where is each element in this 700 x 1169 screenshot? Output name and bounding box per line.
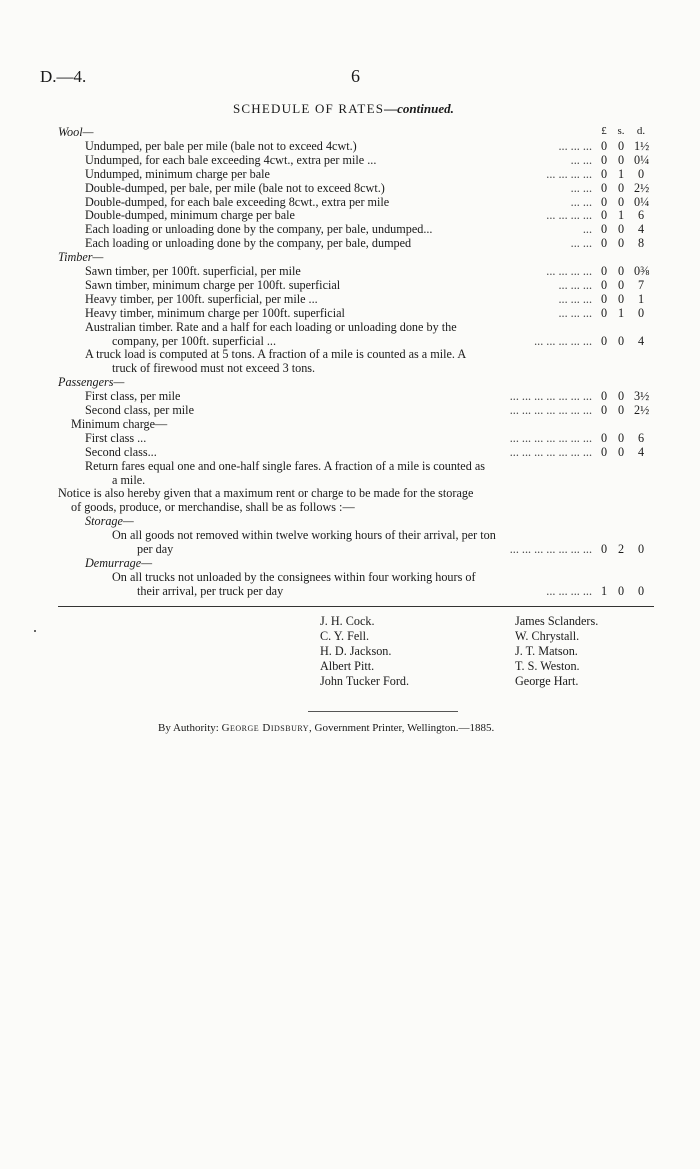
signatory: J. H. Cock. — [320, 614, 375, 628]
page-number: 6 — [351, 66, 360, 86]
table-row — [0, 361, 700, 375]
signatory: H. D. Jackson. — [320, 644, 392, 658]
leader-dots: ... ... ... ... ... ... ... — [509, 389, 592, 404]
table-row — [0, 264, 700, 278]
printer-name: George Didsbury — [221, 722, 310, 734]
pounds-value: 0 — [600, 305, 608, 320]
pounds-value: 0 — [600, 403, 608, 417]
table-row — [0, 306, 700, 320]
shillings-value: 1 — [617, 208, 625, 223]
leader-dots: ... ... — [570, 236, 592, 251]
shillings-value: 0 — [617, 403, 625, 417]
shillings-value: 0 — [617, 583, 625, 598]
signatories-right — [515, 614, 598, 689]
row-label: Timber— — [58, 250, 104, 265]
row-label: truck of firewood must not exceed 3 tons. — [112, 361, 316, 376]
table-row — [0, 334, 700, 348]
pounds-header: £ — [601, 125, 607, 137]
row-label: On all trucks not unloaded by the consignees within four working hours of — [112, 569, 476, 584]
pence-value: 1½ — [634, 138, 650, 153]
signatory: C. Y. Fell. — [320, 629, 370, 643]
row-label: Wool— — [58, 125, 94, 139]
pence-value: 0 — [637, 166, 645, 181]
table-row — [0, 153, 700, 167]
signatory: J. T. Matson. — [515, 644, 578, 658]
row-label: Demurrage— — [85, 555, 153, 570]
row-label: Australian timber. Rate and a half for each loading or unloading done by the — [85, 319, 457, 334]
shillings-value: 0 — [617, 222, 625, 237]
table-row — [0, 417, 700, 431]
table-row — [0, 584, 700, 598]
table-row — [0, 181, 700, 195]
leader-dots: ... ... ... — [558, 305, 592, 320]
pence-value: 0 — [637, 583, 645, 598]
shillings-value: 0 — [617, 264, 625, 278]
table-row — [0, 389, 700, 403]
divider — [58, 606, 654, 607]
row-label: Second class, per mile — [85, 403, 194, 417]
leader-dots: ... ... ... ... — [546, 264, 592, 278]
pounds-value: 0 — [600, 236, 608, 251]
pounds-value: 0 — [600, 208, 608, 223]
pence-value: 4 — [637, 222, 645, 237]
pence-value: 3½ — [634, 389, 650, 404]
title-main: SCHEDULE OF RATES — [233, 101, 385, 116]
row-label: Double-dumped, minimum charge per bale — [85, 208, 295, 223]
table-row — [0, 250, 700, 264]
table-row — [0, 195, 700, 209]
leader-dots: ... ... ... ... — [546, 208, 592, 223]
leader-dots: ... ... ... — [558, 277, 592, 292]
row-label: Second class... — [85, 444, 157, 459]
table-row — [0, 292, 700, 306]
row-label: Return fares equal one and one-half single fares. A fraction of a mile is counted as — [85, 458, 486, 473]
signatory: Albert Pitt. — [320, 659, 375, 673]
table-row — [0, 486, 700, 500]
leader-dots: ... ... — [570, 152, 592, 167]
table-row — [0, 320, 700, 334]
table-row — [0, 500, 700, 514]
signatory: James Sclanders. — [515, 614, 599, 628]
pounds-value: 0 — [600, 264, 608, 278]
title-suffix: —continued. — [384, 101, 454, 116]
pence-value: 4 — [637, 333, 645, 348]
leader-dots: ... ... — [570, 194, 592, 209]
pence-value: 2½ — [634, 403, 650, 417]
row-label: On all goods not removed within twelve working hours of their arrival, per ton — [112, 528, 496, 543]
pounds-value: 0 — [600, 444, 608, 459]
table-row — [0, 208, 700, 222]
row-label: First class, per mile — [85, 389, 181, 404]
margin-mark — [34, 630, 36, 632]
table-row — [0, 278, 700, 292]
table-row — [0, 570, 700, 584]
pence-value: 8 — [637, 236, 645, 251]
leader-dots: ... ... ... ... ... ... ... — [509, 430, 592, 445]
row-label: Heavy timber, minimum charge per 100ft. superficial — [85, 305, 345, 320]
row-label: Heavy timber, per 100ft. superficial, per mile ... — [85, 291, 318, 306]
pounds-value: 0 — [600, 430, 608, 445]
pounds-value: 0 — [600, 222, 608, 237]
leader-dots: ... ... ... ... ... ... ... — [509, 403, 592, 417]
shillings-value: 1 — [617, 305, 625, 320]
leader-dots: ... ... ... ... ... ... ... — [509, 444, 592, 459]
table-row — [0, 222, 700, 236]
row-label: Double-dumped, per bale, per mile (bale not to exceed 8cwt.) — [85, 180, 385, 195]
row-label: Passengers— — [58, 375, 125, 390]
shillings-value: 0 — [617, 138, 625, 153]
pounds-value: 0 — [600, 277, 608, 292]
page-title — [233, 101, 454, 117]
row-label: Double-dumped, for each bale exceeding 8cwt., extra per mile — [85, 194, 390, 209]
signatory: George Hart. — [515, 674, 579, 688]
shillings-value: 0 — [617, 389, 625, 404]
shillings-value: 0 — [617, 333, 625, 348]
pounds-value: 0 — [600, 542, 608, 556]
pounds-value: 0 — [600, 291, 608, 306]
pounds-value: 0 — [600, 166, 608, 181]
pounds-value: 0 — [600, 333, 608, 348]
row-label: First class ... — [85, 430, 147, 445]
row-label: Undumped, for each bale exceeding 4cwt., extra per mile ... — [85, 152, 377, 167]
pence-value: 7 — [637, 277, 645, 292]
leader-dots: ... — [582, 222, 592, 237]
pence-value: 2½ — [634, 180, 650, 195]
leader-dots: ... ... ... — [558, 138, 592, 153]
pounds-value: 0 — [600, 180, 608, 195]
shillings-value: 0 — [617, 430, 625, 445]
table-row — [0, 431, 700, 445]
row-label: Sawn timber, per 100ft. superficial, per mile — [85, 264, 301, 278]
pence-value: 0 — [637, 305, 645, 320]
pounds-value: 0 — [600, 152, 608, 167]
shillings-value: 0 — [617, 152, 625, 167]
shillings-value: 2 — [617, 542, 625, 556]
row-label: of goods, produce, or merchandise, shall be as follows :— — [71, 500, 355, 515]
row-label: their arrival, per truck per day — [137, 583, 284, 598]
table-row — [0, 459, 700, 473]
table-row — [0, 556, 700, 570]
table-row — [0, 139, 700, 153]
pence-value: 6 — [637, 208, 645, 223]
row-label: Storage— — [85, 514, 134, 529]
pence-value: 0¼ — [634, 152, 650, 167]
table-row — [0, 403, 700, 417]
row-label: Minimum charge— — [71, 416, 168, 431]
leader-dots: ... ... ... ... ... ... ... — [509, 542, 592, 556]
table-row — [0, 347, 700, 361]
pence-value: 0 — [637, 542, 645, 556]
row-label: Undumped, per bale per mile (bale not to exceed 4cwt.) — [85, 138, 357, 153]
pounds-value: 0 — [600, 389, 608, 404]
imprint-prefix: By Authority: — [158, 722, 222, 734]
shillings-header: s. — [617, 125, 625, 137]
row-label: Notice is also hereby given that a maximum rent or charge to be made for the storage — [58, 486, 474, 501]
imprint-suffix: , Government Printer, Wellington.—1885. — [309, 722, 495, 734]
signatories-left — [320, 614, 409, 689]
signatory: T. S. Weston. — [515, 659, 580, 673]
signatory: John Tucker Ford. — [320, 674, 410, 688]
document-reference: D.—4. — [40, 67, 87, 86]
leader-dots: ... ... — [570, 180, 592, 195]
shillings-value: 0 — [617, 444, 625, 459]
pence-value: 1 — [637, 291, 645, 306]
row-label: per day — [137, 542, 174, 556]
table-row — [0, 236, 700, 250]
shillings-value: 0 — [617, 180, 625, 195]
table-row — [0, 167, 700, 181]
shillings-value: 0 — [617, 236, 625, 251]
leader-dots: ... ... ... — [558, 291, 592, 306]
leader-dots: ... ... ... ... — [546, 166, 592, 181]
shillings-value: 1 — [617, 166, 625, 181]
table-row — [0, 375, 700, 389]
printer-imprint — [158, 722, 494, 734]
table-row — [0, 125, 700, 139]
table-row — [0, 445, 700, 459]
shillings-value: 0 — [617, 291, 625, 306]
row-label: Sawn timber, minimum charge per 100ft. superficial — [85, 277, 341, 292]
row-label: a mile. — [112, 472, 146, 487]
pence-value: 4 — [637, 444, 645, 459]
row-label: company, per 100ft. superficial ... — [112, 333, 277, 348]
table-row — [0, 473, 700, 487]
pence-value: 0¼ — [634, 194, 650, 209]
table-row — [0, 542, 700, 556]
pence-header: d. — [636, 125, 646, 137]
leader-dots: ... ... ... ... — [546, 583, 592, 598]
pence-value: 0⅜ — [634, 264, 650, 278]
table-row — [0, 528, 700, 542]
pounds-value: 0 — [600, 138, 608, 153]
pounds-value: 1 — [600, 583, 608, 598]
row-label: Undumped, minimum charge per bale — [85, 166, 270, 181]
row-label: Each loading or unloading done by the company, per bale, dumped — [85, 236, 412, 251]
shillings-value: 0 — [617, 277, 625, 292]
pounds-value: 0 — [600, 194, 608, 209]
leader-dots: ... ... ... ... ... — [534, 333, 592, 348]
row-label: Each loading or unloading done by the company, per bale, undumped... — [85, 222, 433, 237]
footer-rule — [308, 711, 458, 712]
table-row — [0, 514, 700, 528]
signatory: W. Chrystall. — [515, 629, 580, 643]
pence-value: 6 — [637, 430, 645, 445]
shillings-value: 0 — [617, 194, 625, 209]
row-label: A truck load is computed at 5 tons. A fraction of a mile is counted as a mile. A — [85, 347, 467, 362]
